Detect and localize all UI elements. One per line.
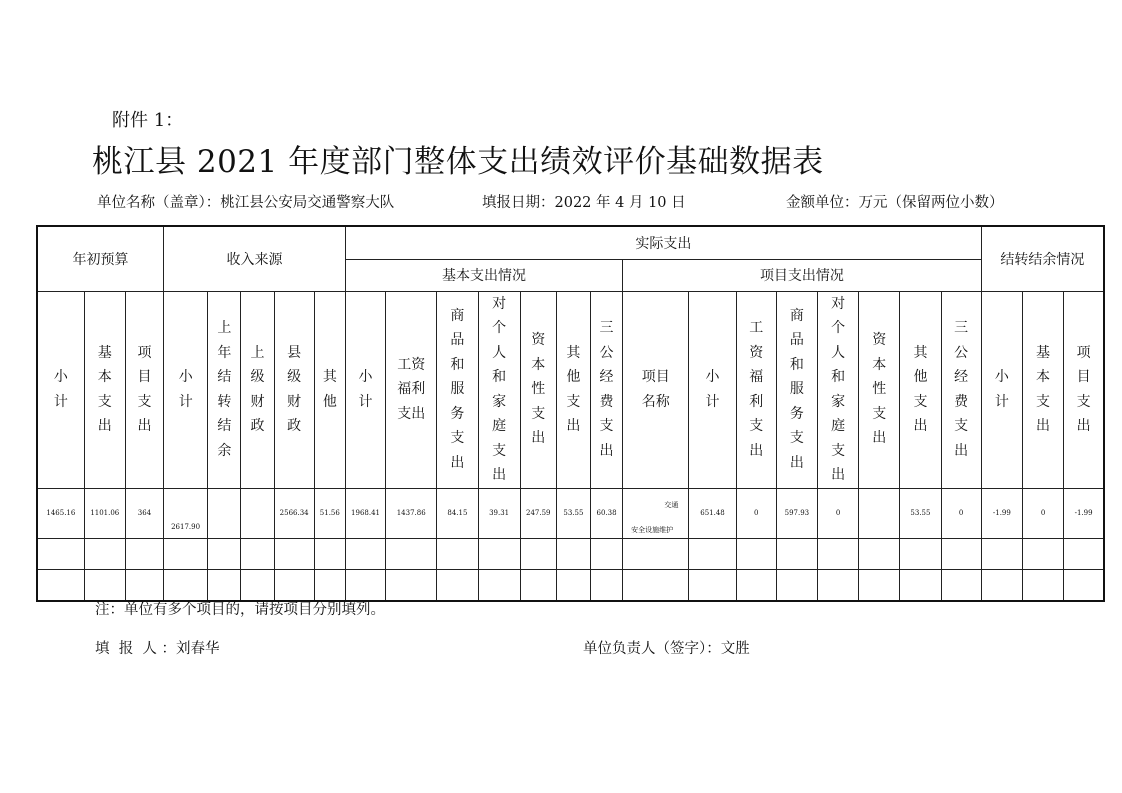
filler-signature: 填 报 人 ：刘春华: [95, 641, 220, 657]
cell-basic-other: 53.55: [556, 488, 590, 538]
vertical-char: 支: [913, 393, 928, 410]
vertical-char: 小: [178, 369, 193, 385]
empty-row: [37, 569, 1104, 601]
vertical-text: [287, 341, 301, 439]
col-carry-project: [1064, 291, 1104, 488]
vertical-char: 性: [531, 381, 546, 398]
cell-project-personal: 0: [817, 488, 858, 538]
vertical-text: [217, 316, 231, 463]
vertical-char: 级: [250, 369, 265, 385]
vertical-text: [450, 304, 464, 476]
col-income-other: [314, 291, 345, 488]
col-basic-wage-line1: 工资: [397, 356, 426, 373]
vertical-text: [137, 341, 151, 439]
vertical-char: 费: [599, 393, 614, 410]
vertical-char: 上: [250, 344, 265, 361]
vertical-char: 务: [789, 405, 804, 422]
vertical-char: 目: [137, 369, 152, 385]
cell-project-name: [623, 488, 689, 538]
vertical-char: 人: [492, 344, 507, 361]
cell-carry-project: -1.99: [1064, 488, 1104, 538]
cell-budget-total: 1465.16: [37, 488, 84, 538]
vertical-char: 支: [137, 393, 152, 410]
vertical-char: 项: [1076, 344, 1091, 361]
cell-income-county: 2566.34: [274, 488, 314, 538]
col-basic-wage-line3: 支出: [397, 405, 426, 422]
col-budget-basic: [84, 291, 125, 488]
col-budget-project: [125, 291, 163, 488]
group-project-spend: 项目支出情况: [623, 259, 982, 291]
col-basic-capital: [520, 291, 556, 488]
vertical-char: 其: [913, 344, 928, 361]
cell-budget-project: 364: [125, 488, 163, 538]
vertical-char: 资: [531, 332, 546, 349]
col-project-name-line1: 项目: [641, 369, 670, 385]
cell-project-capital: [859, 488, 900, 538]
cell-project-wage: 0: [736, 488, 776, 538]
vertical-char: 庭: [492, 418, 507, 434]
vertical-char: 级: [287, 369, 302, 385]
vertical-char: 工: [749, 320, 764, 336]
vertical-char: 和: [450, 356, 465, 373]
vertical-char: 利: [749, 393, 764, 410]
table-row: [37, 488, 1104, 538]
unit-name: 单位名称（盖章）：桃江县公安局交通警察大队: [97, 195, 395, 211]
vertical-char: 出: [789, 454, 804, 471]
vertical-char: 县: [287, 344, 302, 361]
vertical-char: 本: [531, 356, 546, 373]
vertical-char: 福: [749, 369, 764, 385]
vertical-char: 出: [492, 467, 507, 483]
vertical-char: 出: [531, 430, 546, 447]
vertical-char: 结: [217, 369, 232, 385]
col-income-total: [164, 291, 208, 488]
group-carryover: 结转结余情况: [981, 226, 1104, 291]
vertical-char: 庭: [831, 418, 846, 434]
page-title: 桃江县 2021 年度部门整体支出绩效评价基础数据表: [92, 144, 824, 180]
vertical-char: 财: [287, 393, 302, 410]
vertical-char: 资: [749, 344, 764, 361]
vertical-text: [600, 316, 614, 463]
vertical-char: 家: [492, 393, 507, 410]
vertical-char: 支: [450, 430, 465, 447]
vertical-text: [749, 316, 763, 463]
vertical-char: 品: [450, 332, 465, 349]
vertical-char: 本: [872, 356, 887, 373]
vertical-char: 和: [789, 356, 804, 373]
col-carry-basic: [1022, 291, 1063, 488]
cell-carry-total: -1.99: [981, 488, 1022, 538]
data-table: [36, 225, 1105, 602]
vertical-char: 公: [954, 344, 969, 361]
vertical-text: [566, 341, 580, 439]
col-project-wage: [736, 291, 776, 488]
vertical-text: [323, 365, 337, 414]
vertical-char: 支: [492, 442, 507, 459]
vertical-char: 基: [97, 344, 112, 361]
vertical-char: 政: [250, 418, 265, 434]
vertical-char: 商: [789, 307, 804, 324]
vertical-char: 余: [217, 442, 232, 459]
cell-project-name-line2: 安全设施维护: [631, 525, 674, 534]
vertical-char: 费: [954, 393, 969, 410]
vertical-text: [54, 365, 68, 414]
col-basic-personal: [478, 291, 520, 488]
vertical-char: 对: [492, 295, 507, 312]
vertical-char: 上: [217, 320, 232, 336]
vertical-char: 人: [831, 344, 846, 361]
vertical-char: 服: [450, 381, 465, 398]
attachment-label: 附件 1：: [112, 110, 184, 131]
vertical-char: 出: [872, 430, 887, 447]
vertical-char: 目: [1076, 369, 1091, 385]
vertical-text: [913, 341, 927, 439]
col-basic-three: [590, 291, 622, 488]
vertical-char: 他: [322, 393, 337, 410]
vertical-char: 公: [599, 344, 614, 361]
group-initial-budget: 年初预算: [37, 226, 164, 291]
vertical-char: 支: [749, 418, 764, 434]
vertical-char: 其: [566, 344, 581, 361]
cell-income-total-value: 2617.90: [171, 522, 201, 531]
col-project-name-line2: 名称: [641, 393, 670, 410]
leader-signature: 单位负责人（签字）：文胜: [583, 641, 750, 657]
col-income-carry: [208, 291, 241, 488]
cell-basic-wage: 1437.86: [386, 488, 437, 538]
vertical-char: 和: [831, 369, 846, 385]
money-unit: 金额单位：万元（保留两位小数）: [786, 195, 1004, 211]
col-income-county: [274, 291, 314, 488]
vertical-char: 他: [566, 369, 581, 385]
vertical-char: 财: [250, 393, 265, 410]
vertical-char: 本: [1036, 369, 1051, 385]
vertical-char: 小: [358, 369, 373, 385]
vertical-char: 商: [450, 307, 465, 324]
col-project-name: [623, 291, 689, 488]
cell-income-upper: [241, 488, 274, 538]
col-carry-total: [981, 291, 1022, 488]
vertical-char: 三: [599, 320, 614, 336]
cell-project-three: 0: [941, 488, 981, 538]
vertical-char: 出: [1036, 418, 1051, 434]
vertical-char: 支: [531, 405, 546, 422]
vertical-char: 他: [913, 369, 928, 385]
vertical-char: 个: [492, 320, 507, 336]
vertical-char: 出: [1076, 418, 1091, 434]
vertical-text: [250, 341, 264, 439]
empty-row: [37, 538, 1104, 569]
vertical-text: [1077, 341, 1091, 439]
vertical-char: 家: [831, 393, 846, 410]
vertical-char: 出: [97, 418, 112, 434]
cell-project-name-line1: 交通: [664, 500, 679, 509]
vertical-char: 计: [53, 393, 68, 410]
vertical-char: 小: [994, 369, 1009, 385]
fill-date: 填报日期：2022 年 4 月 10 日: [482, 195, 686, 211]
vertical-char: 务: [450, 405, 465, 422]
vertical-char: 小: [53, 369, 68, 385]
vertical-text: [954, 316, 968, 463]
vertical-char: 政: [287, 418, 302, 434]
vertical-char: 性: [872, 381, 887, 398]
vertical-char: 转: [217, 393, 232, 410]
vertical-char: 年: [217, 344, 232, 361]
vertical-char: 和: [492, 369, 507, 385]
vertical-char: 出: [913, 418, 928, 434]
vertical-char: 支: [789, 430, 804, 447]
col-basic-total: [345, 291, 385, 488]
vertical-char: 支: [831, 442, 846, 459]
cell-project-other: 53.55: [900, 488, 941, 538]
vertical-char: 出: [566, 418, 581, 434]
group-basic-spend: 基本支出情况: [345, 259, 622, 291]
vertical-char: 出: [599, 442, 614, 459]
vertical-char: 本: [97, 369, 112, 385]
vertical-text: [872, 328, 886, 451]
vertical-char: 经: [599, 369, 614, 385]
cell-basic-personal: 39.31: [478, 488, 520, 538]
vertical-text: [98, 341, 112, 439]
vertical-char: 支: [566, 393, 581, 410]
vertical-char: 三: [954, 320, 969, 336]
vertical-char: 个: [831, 320, 846, 336]
vertical-char: 计: [705, 393, 720, 410]
col-basic-goods: [437, 291, 478, 488]
vertical-char: 出: [749, 442, 764, 459]
col-income-upper: [241, 291, 274, 488]
col-project-three: [941, 291, 981, 488]
vertical-char: 出: [954, 442, 969, 459]
cell-carry-basic: 0: [1022, 488, 1063, 538]
vertical-char: 服: [789, 381, 804, 398]
vertical-text: [790, 304, 804, 476]
vertical-char: 小: [705, 369, 720, 385]
vertical-char: 支: [1036, 393, 1051, 410]
vertical-char: 对: [831, 295, 846, 312]
vertical-text: [179, 365, 193, 414]
vertical-char: 出: [450, 454, 465, 471]
col-project-personal: [817, 291, 858, 488]
vertical-text: [995, 365, 1009, 414]
vertical-char: 支: [954, 418, 969, 434]
vertical-char: 计: [358, 393, 373, 410]
vertical-char: 出: [137, 418, 152, 434]
col-project-goods: [776, 291, 817, 488]
cell-project-goods: 597.93: [776, 488, 817, 538]
vertical-char: 经: [954, 369, 969, 385]
cell-project-total: 651.48: [689, 488, 736, 538]
vertical-text: [531, 328, 545, 451]
vertical-char: 支: [872, 405, 887, 422]
col-basic-wage: [386, 291, 437, 488]
cell-basic-three: 60.38: [590, 488, 622, 538]
vertical-char: 支: [97, 393, 112, 410]
cell-budget-basic: 1101.06: [84, 488, 125, 538]
col-basic-wage-line2: 福利: [397, 381, 426, 398]
vertical-char: 结: [217, 418, 232, 434]
vertical-char: 其: [322, 369, 337, 385]
col-basic-other: [556, 291, 590, 488]
cell-income-carry: [208, 488, 241, 538]
cell-income-total: [164, 488, 208, 538]
vertical-char: 支: [1076, 393, 1091, 410]
vertical-char: 出: [831, 467, 846, 483]
group-actual-spend: 实际支出: [345, 226, 981, 259]
vertical-char: 计: [994, 393, 1009, 410]
vertical-char: 品: [789, 332, 804, 349]
col-project-capital: [859, 291, 900, 488]
vertical-text: [831, 292, 845, 488]
vertical-text: [706, 365, 720, 414]
footnote: 注：单位有多个项目的，请按项目分别填列。: [95, 602, 385, 618]
vertical-char: 项: [137, 344, 152, 361]
col-project-other: [900, 291, 941, 488]
cell-basic-goods: 84.15: [437, 488, 478, 538]
vertical-char: 支: [599, 418, 614, 434]
cell-basic-capital: 247.59: [520, 488, 556, 538]
col-project-total: [689, 291, 736, 488]
vertical-char: 资: [872, 332, 887, 349]
vertical-char: 基: [1036, 344, 1051, 361]
cell-income-other: 51.56: [314, 488, 345, 538]
vertical-text: [359, 365, 373, 414]
vertical-text: [492, 292, 506, 488]
vertical-text: [1036, 341, 1050, 439]
vertical-char: 计: [178, 393, 193, 410]
cell-basic-total: 1968.41: [345, 488, 385, 538]
col-budget-total: [37, 291, 84, 488]
group-income-source: 收入来源: [164, 226, 346, 291]
